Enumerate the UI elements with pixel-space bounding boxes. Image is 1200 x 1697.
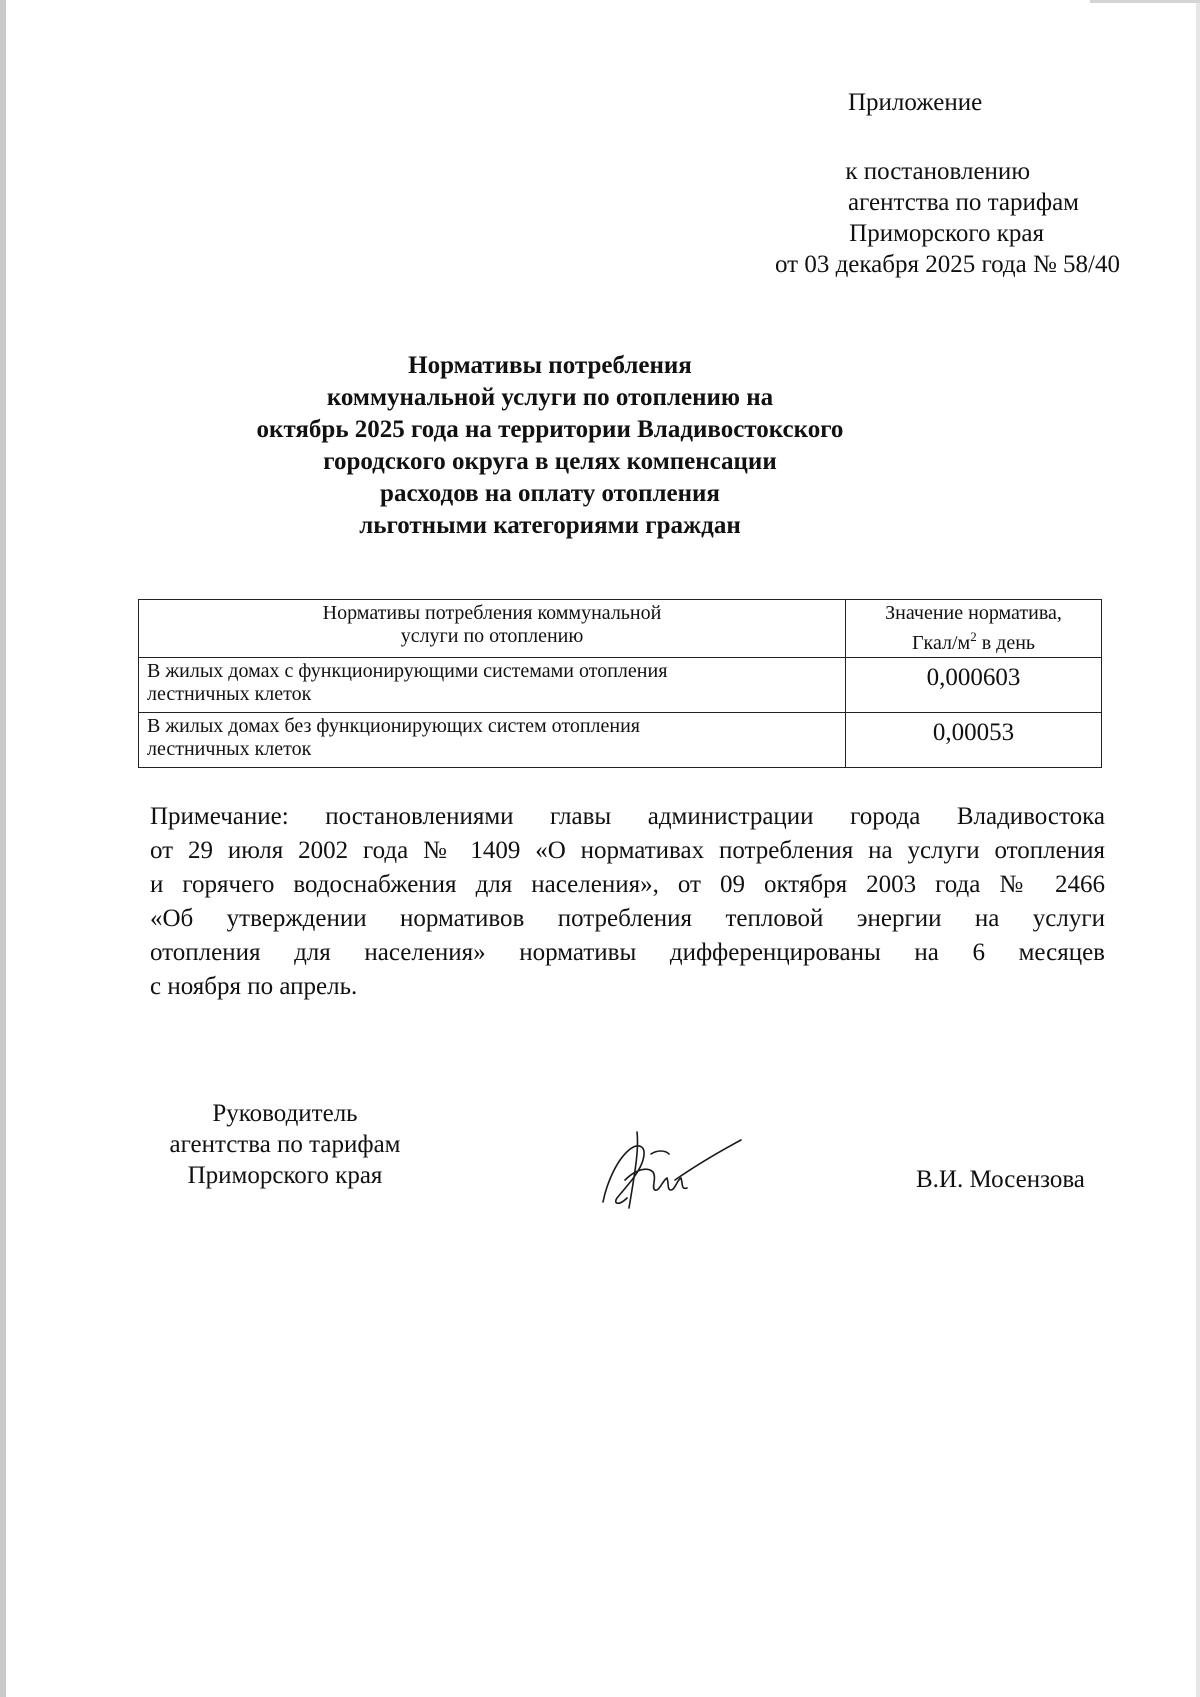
header-cell-norm-name: [139, 600, 846, 658]
note-line: и горячего водоснабжения для населения», от 09 октября 2003 года № 2466: [150, 871, 1105, 898]
note-line: от 29 июля 2002 года № 1409 «О нормативах потребления на услуги отопления: [150, 837, 1105, 864]
title-line: льготными категориями граждан: [359, 512, 741, 539]
norms-table: [138, 599, 1102, 768]
unit-suffix: в день: [976, 632, 1036, 654]
appendix-line: агентства по тарифам: [847, 189, 1079, 216]
header-text: услуги по отоплению: [400, 625, 584, 647]
header-unit: [854, 625, 1093, 655]
note-line: отопления для населения» нормативы дифференцированы на 6 месяцев: [150, 939, 1105, 966]
signer-position-line: Приморского края: [187, 1162, 383, 1189]
scan-edge-right: [1196, 0, 1200, 1697]
note-line: «Об утверждении нормативов потребления тепловой энергии на услуги: [150, 905, 1105, 932]
row-value-cell: 0,00053: [846, 713, 1102, 768]
handwritten-signature: [595, 1110, 745, 1230]
appendix-line-date-number: от 03 декабря 2025 года № 58/40: [774, 251, 1120, 278]
appendix-line: Приморского края: [849, 220, 1044, 247]
note-line: с ноября по апрель.: [150, 973, 358, 1000]
unit-superscript: 2: [970, 629, 977, 644]
signer-name: В.И. Мосензова: [916, 1166, 1085, 1193]
signer-position-line: Руководитель: [212, 1100, 358, 1127]
appendix-reference: [720, 156, 1120, 280]
row-label-text: лестничных клеток: [147, 683, 312, 705]
unit-prefix: Гкал/м: [911, 632, 971, 654]
table-row: [139, 713, 1102, 768]
table-header-row: [139, 600, 1102, 658]
header-cell-norm-value: [846, 600, 1102, 658]
title-line: коммунальной услуги по отоплению на: [326, 384, 774, 411]
table-row: [139, 658, 1102, 713]
appendix-line: к постановлению: [845, 158, 1030, 185]
title-line: расходов на оплату отопления: [380, 480, 720, 507]
row-label-text: В жилых домах без функционирующих систем отопления: [147, 715, 640, 737]
row-label-text: лестничных клеток: [147, 738, 312, 760]
row-label-cell: [139, 713, 846, 768]
scan-edge-left: [0, 0, 6, 1697]
title-line: Нормативы потребления: [408, 352, 692, 379]
scan-corner-mark: [1090, 0, 1200, 3]
row-label-text: В жилых домах с функционирующими системами отопления: [147, 660, 668, 682]
signer-position: [140, 1098, 430, 1191]
document-title: [130, 350, 970, 542]
title-line: городского округа в целях компенсации: [323, 448, 777, 475]
note-line: Примечание: постановлениями главы администрации города Владивостока: [150, 803, 1105, 830]
row-label-cell: [139, 658, 846, 713]
note-paragraph: [150, 800, 1105, 1004]
header-text: Нормативы потребления коммунальной: [322, 602, 662, 624]
row-value-cell: 0,000603: [846, 658, 1102, 713]
title-line: октябрь 2025 года на территории Владивостокского: [256, 416, 844, 443]
signer-position-line: агентства по тарифам: [169, 1131, 401, 1158]
header-text: Значение норматива,: [885, 602, 1062, 624]
appendix-title: Приложение: [848, 89, 983, 116]
